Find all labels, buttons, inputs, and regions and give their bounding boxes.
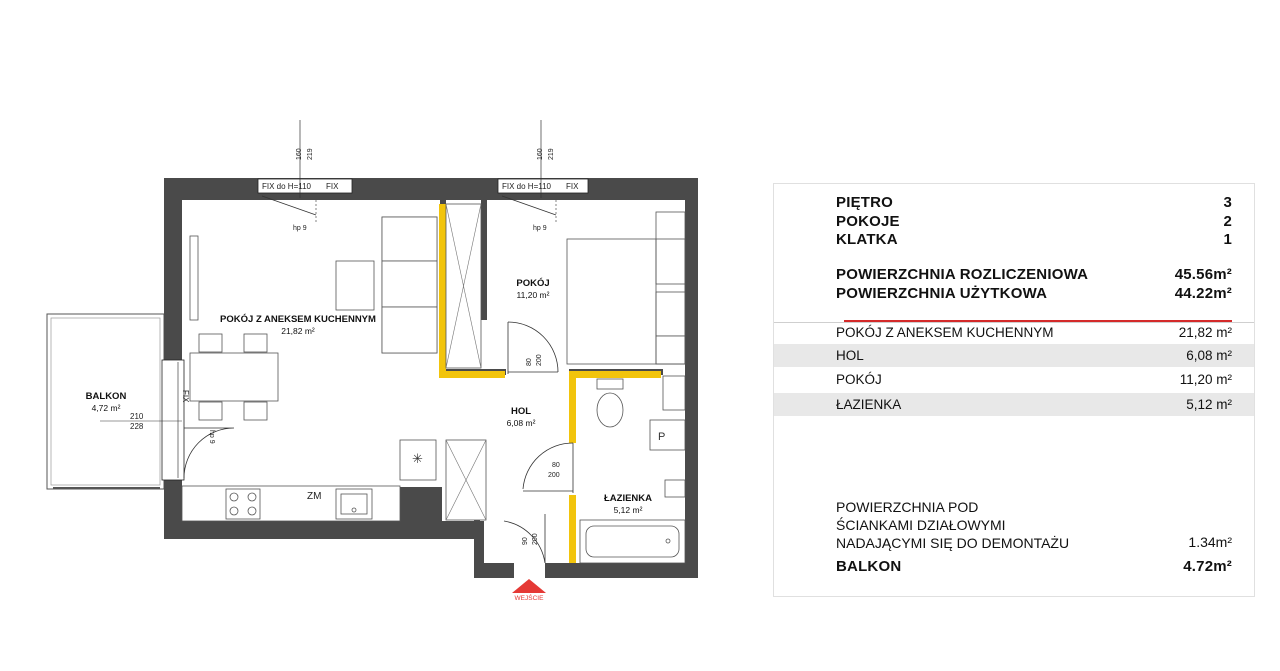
usable-area-value: 44.22m² (1174, 285, 1232, 302)
bathroom-fixtures (580, 376, 685, 563)
svg-text:BALKON: BALKON (85, 391, 127, 402)
rooms-label: POKOJE (836, 213, 900, 230)
svg-text:21,82 m²: 21,82 m² (281, 326, 315, 336)
svg-text:160: 160 (537, 148, 544, 160)
svg-text:80: 80 (526, 358, 533, 366)
svg-text:hp 9: hp 9 (533, 225, 547, 232)
floor-value: 3 (1223, 194, 1232, 211)
zm-label: ZM (307, 491, 322, 502)
billing-area-row (836, 266, 1232, 283)
svg-text:FIX: FIX (566, 182, 579, 191)
rooms-value: 2 (1223, 213, 1232, 230)
svg-text:6,08 m²: 6,08 m² (506, 418, 536, 428)
billing-area-value: 45.56m² (1174, 266, 1232, 283)
svg-text:219: 219 (548, 148, 555, 160)
room-row: POKÓJ Z ANEKSEM KUCHENNYM 21,82 m² (836, 325, 1232, 340)
billing-area-label: POWIERZCHNIA ROZLICZENIOWA (836, 266, 1089, 283)
stair-row (836, 231, 1232, 248)
balcony-value: 4.72m² (1183, 558, 1232, 575)
svg-text:POKÓJ Z ANEKSEM KUCHENNYM: POKÓJ Z ANEKSEM KUCHENNYM (220, 314, 376, 325)
partition-value: 1.34m² (1188, 534, 1232, 550)
room-row: ŁAZIENKA 5,12 m² (774, 393, 1254, 416)
bedroom-furniture (567, 212, 685, 364)
balcony-label: BALKON (836, 558, 902, 575)
window-right (498, 120, 588, 232)
svg-text:90: 90 (522, 537, 529, 545)
svg-text:11,20 m²: 11,20 m² (516, 290, 550, 300)
balcony-row (836, 558, 1232, 575)
usable-area-row (836, 285, 1232, 302)
svg-text:5,12 m²: 5,12 m² (613, 505, 643, 515)
svg-text:POKÓJ: POKÓJ (516, 278, 550, 289)
room-row: HOL 6,08 m² (774, 344, 1254, 367)
rooms-row (836, 213, 1232, 230)
svg-text:210: 210 (130, 412, 144, 421)
svg-text:FIX: FIX (326, 182, 339, 191)
svg-text:HOL: HOL (510, 406, 532, 417)
floor-label: PIĘTRO (836, 194, 894, 211)
summary-panel (773, 183, 1255, 597)
svg-text:FIX: FIX (181, 390, 190, 403)
entrance-label: WEJŚCIE (514, 595, 544, 602)
svg-text:hp 9: hp 9 (208, 430, 215, 444)
fan-icon: ✳ (412, 451, 423, 466)
svg-text:FIX do H=110: FIX do H=110 (262, 182, 311, 191)
partition-note: POWIERZCHNIA POD ŚCIANKAMI DZIAŁOWYMI NADAJĄCYMI SIĘ DO DEMONTAŻU (836, 499, 1070, 551)
svg-text:4,72 m²: 4,72 m² (91, 403, 121, 413)
entrance-arrow-icon (512, 579, 546, 593)
svg-text:200: 200 (536, 354, 543, 366)
svg-text:hp 9: hp 9 (293, 225, 307, 232)
svg-text:FIX do H=110: FIX do H=110 (502, 182, 551, 191)
svg-text:219: 219 (307, 148, 314, 160)
floor-row (836, 194, 1232, 211)
window-left (258, 120, 352, 232)
svg-text:ŁAZIENKA: ŁAZIENKA (603, 493, 653, 504)
room-row: POKÓJ 11,20 m² (836, 372, 1232, 387)
svg-text:228: 228 (130, 422, 144, 431)
svg-text:200: 200 (548, 472, 560, 479)
svg-text:160: 160 (296, 148, 303, 160)
stair-label: KLATKA (836, 231, 898, 248)
stair-value: 1 (1223, 231, 1232, 248)
svg-text:80: 80 (552, 462, 560, 469)
washer-label: P (658, 431, 666, 443)
usable-area-label: POWIERZCHNIA UŻYTKOWA (836, 285, 1048, 302)
svg-text:200: 200 (532, 533, 539, 545)
